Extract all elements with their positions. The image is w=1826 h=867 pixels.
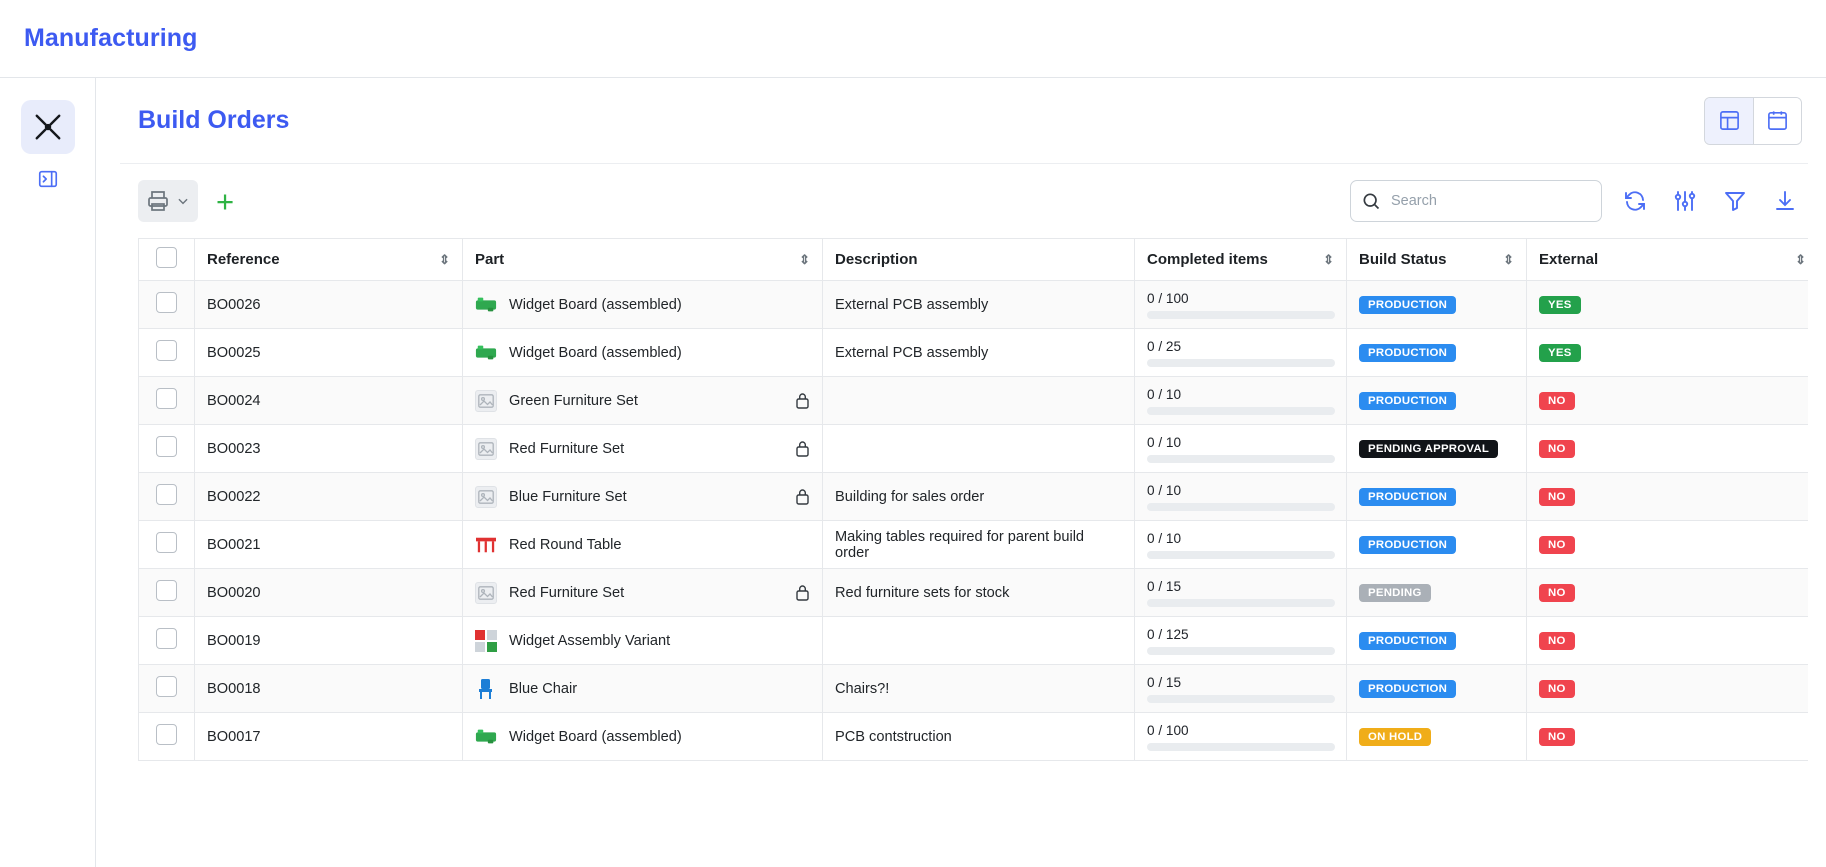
cell-description (823, 377, 1135, 425)
filter-button[interactable] (1718, 184, 1752, 218)
content-panel (96, 78, 1826, 867)
reference-link[interactable]: BO0025 (207, 344, 261, 361)
completed-items-progress (1147, 359, 1335, 367)
completed-items-progress (1147, 455, 1335, 463)
sort-icon[interactable]: ⇕ (1323, 251, 1334, 267)
completed-items-progress (1147, 743, 1335, 751)
table-header-row (139, 239, 1809, 281)
cell-part[interactable] (463, 569, 823, 617)
cell-reference[interactable] (195, 665, 463, 713)
header-external[interactable] (1527, 239, 1809, 281)
body-area (0, 78, 1826, 867)
part-name[interactable]: Red Furniture Set (509, 584, 625, 601)
status-badge: PRODUCTION (1359, 680, 1456, 698)
cell-part[interactable] (463, 665, 823, 713)
cell-description (823, 425, 1135, 473)
description-text: Making tables required for parent build order (835, 528, 1085, 561)
row-select-cell (139, 521, 195, 569)
table-options-button[interactable] (1668, 184, 1702, 218)
cell-build-status (1347, 473, 1527, 521)
cell-external (1527, 713, 1809, 761)
calendar-view-button[interactable] (1753, 98, 1801, 144)
cell-completed-items (1135, 329, 1347, 377)
table-row[interactable] (139, 569, 1809, 617)
row-select-cell (139, 665, 195, 713)
reference-link[interactable]: BO0019 (207, 632, 261, 649)
sort-icon[interactable]: ⇕ (1503, 251, 1514, 267)
part-name[interactable]: Blue Furniture Set (509, 488, 627, 505)
completed-items-progress (1147, 551, 1335, 559)
cell-external (1527, 665, 1809, 713)
status-badge: PRODUCTION (1359, 296, 1456, 314)
status-badge: PRODUCTION (1359, 536, 1456, 554)
table-header (139, 239, 1809, 281)
description-text: Red furniture sets for stock (835, 584, 1010, 601)
cell-completed-items (1135, 425, 1347, 473)
cell-completed-items (1135, 377, 1347, 425)
part-thumbnail-icon (475, 438, 497, 460)
cell-description (823, 569, 1135, 617)
sort-icon[interactable]: ⇕ (1795, 251, 1806, 267)
cell-build-status (1347, 281, 1527, 329)
cell-external (1527, 329, 1809, 377)
table-row[interactable] (139, 329, 1809, 377)
external-badge: NO (1539, 392, 1575, 410)
cell-description (823, 329, 1135, 377)
cell-completed-items (1135, 473, 1347, 521)
table-row[interactable] (139, 713, 1809, 761)
table-row[interactable] (139, 617, 1809, 665)
cell-external (1527, 473, 1809, 521)
header-part-label: Part (475, 251, 505, 268)
cell-reference[interactable] (195, 329, 463, 377)
header-description-label: Description (835, 251, 918, 268)
cell-description (823, 665, 1135, 713)
row-select-cell (139, 425, 195, 473)
build-orders-table (138, 238, 1808, 761)
table-row[interactable] (139, 521, 1809, 569)
cell-description (823, 281, 1135, 329)
header-external-label: External (1539, 251, 1599, 268)
completed-items-progress (1147, 503, 1335, 511)
table-view-button[interactable] (1705, 98, 1753, 144)
completed-items-label: 0 / 10 (1147, 482, 1182, 498)
cell-reference[interactable] (195, 569, 463, 617)
refresh-icon (1623, 189, 1647, 213)
collapse-panel-icon (37, 168, 59, 190)
header-build-status[interactable] (1347, 239, 1527, 281)
row-checkbox[interactable] (156, 436, 177, 457)
completed-items-label: 0 / 100 (1147, 722, 1189, 738)
reference-link[interactable]: BO0024 (207, 392, 261, 409)
completed-items-progress (1147, 311, 1335, 319)
row-checkbox[interactable] (156, 532, 177, 553)
cell-part[interactable] (463, 281, 823, 329)
part-name[interactable]: Widget Board (assembled) (509, 344, 682, 361)
view-toggle-group (1704, 97, 1802, 145)
add-build-order-button[interactable]: + (216, 183, 235, 219)
reference-link[interactable]: BO0023 (207, 440, 261, 457)
part-name[interactable]: Widget Board (assembled) (509, 296, 682, 313)
part-thumbnail-icon (475, 294, 497, 316)
external-badge: NO (1539, 632, 1575, 650)
sidebar (0, 78, 96, 867)
cell-part[interactable] (463, 377, 823, 425)
cell-part[interactable] (463, 425, 823, 473)
manufacturing-icon (33, 112, 63, 142)
cell-build-status (1347, 665, 1527, 713)
part-thumbnail-icon (475, 390, 497, 412)
header-build-status-label: Build Status (1359, 251, 1447, 268)
header-completed-label: Completed items (1147, 251, 1268, 268)
search-box[interactable] (1350, 180, 1602, 222)
part-thumbnail-icon (475, 486, 497, 508)
print-dropdown-button[interactable] (138, 180, 198, 222)
row-select-cell (139, 569, 195, 617)
part-thumbnail-icon (475, 630, 497, 652)
table-row[interactable] (139, 281, 1809, 329)
cell-part[interactable] (463, 713, 823, 761)
cell-part[interactable] (463, 617, 823, 665)
description-text: External PCB assembly (835, 344, 989, 361)
cell-reference[interactable] (195, 425, 463, 473)
search-input[interactable] (1389, 192, 1591, 210)
row-select-cell (139, 377, 195, 425)
refresh-button[interactable] (1618, 184, 1652, 218)
page-title: Build Orders (138, 106, 290, 134)
description-text: PCB contstruction (835, 728, 952, 745)
part-name[interactable]: Widget Assembly Variant (509, 632, 671, 649)
status-badge: PRODUCTION (1359, 632, 1456, 650)
print-icon (146, 189, 170, 213)
header-part[interactable] (463, 239, 823, 281)
external-badge: NO (1539, 584, 1575, 602)
completed-items-label: 0 / 15 (1147, 578, 1182, 594)
completed-items-progress (1147, 695, 1335, 703)
status-badge: PRODUCTION (1359, 392, 1456, 410)
cell-external (1527, 617, 1809, 665)
external-badge: NO (1539, 440, 1575, 458)
search-icon (1361, 191, 1381, 211)
header-completed-items[interactable] (1135, 239, 1347, 281)
table-toolbar (120, 164, 1808, 238)
row-select-cell (139, 473, 195, 521)
table-body (139, 281, 1809, 761)
cell-description (823, 713, 1135, 761)
row-checkbox[interactable] (156, 388, 177, 409)
part-thumbnail-icon (475, 726, 497, 748)
row-select-cell (139, 713, 195, 761)
cell-completed-items (1135, 521, 1347, 569)
cell-part[interactable] (463, 473, 823, 521)
select-all-checkbox[interactable] (156, 247, 177, 268)
completed-items-label: 0 / 100 (1147, 290, 1189, 306)
cell-build-status (1347, 521, 1527, 569)
cell-reference[interactable] (195, 377, 463, 425)
description-text: Building for sales order (835, 488, 985, 505)
cell-build-status (1347, 425, 1527, 473)
row-select-cell (139, 617, 195, 665)
cell-reference[interactable] (195, 617, 463, 665)
completed-items-progress (1147, 407, 1335, 415)
locked-icon (795, 488, 810, 505)
completed-items-label: 0 / 125 (1147, 626, 1189, 642)
build-orders-table-wrapper (120, 238, 1808, 867)
cell-completed-items (1135, 617, 1347, 665)
locked-icon (795, 392, 810, 409)
table-row[interactable] (139, 425, 1809, 473)
part-name[interactable]: Widget Board (assembled) (509, 728, 682, 745)
header-description[interactable] (823, 239, 1135, 281)
row-checkbox[interactable] (156, 724, 177, 745)
description-text: Chairs?! (835, 680, 890, 697)
external-badge: NO (1539, 536, 1575, 554)
cell-reference[interactable] (195, 521, 463, 569)
part-thumbnail-icon (475, 534, 497, 556)
cell-external (1527, 281, 1809, 329)
reference-link[interactable]: BO0022 (207, 488, 261, 505)
download-icon (1773, 189, 1797, 213)
status-badge: PRODUCTION (1359, 344, 1456, 362)
completed-items-label: 0 / 25 (1147, 338, 1182, 354)
completed-items-label: 0 / 10 (1147, 530, 1182, 546)
locked-icon (795, 584, 810, 601)
cell-external (1527, 425, 1809, 473)
sidebar-collapse-button[interactable] (26, 160, 70, 198)
row-checkbox[interactable] (156, 292, 177, 313)
cell-completed-items (1135, 713, 1347, 761)
row-checkbox[interactable] (156, 628, 177, 649)
locked-icon (795, 440, 810, 457)
cell-part[interactable] (463, 329, 823, 377)
reference-link[interactable]: BO0018 (207, 680, 261, 697)
cell-external (1527, 521, 1809, 569)
table-row[interactable] (139, 665, 1809, 713)
sidebar-item-manufacturing[interactable] (21, 100, 75, 154)
cell-description (823, 617, 1135, 665)
part-name[interactable]: Blue Chair (509, 680, 578, 697)
table-view-icon (1718, 109, 1741, 132)
row-checkbox[interactable] (156, 484, 177, 505)
cell-completed-items (1135, 665, 1347, 713)
cell-description (823, 521, 1135, 569)
completed-items-progress (1147, 599, 1335, 607)
status-badge: PENDING APPROVAL (1359, 440, 1498, 458)
sort-icon[interactable]: ⇕ (799, 251, 810, 267)
completed-items-progress (1147, 647, 1335, 655)
description-text: External PCB assembly (835, 296, 989, 313)
settings-sliders-icon (1673, 189, 1697, 213)
download-button[interactable] (1768, 184, 1802, 218)
cell-reference[interactable] (195, 281, 463, 329)
cell-build-status (1347, 617, 1527, 665)
cell-part[interactable] (463, 521, 823, 569)
part-name[interactable]: Green Furniture Set (509, 392, 638, 409)
cell-external (1527, 569, 1809, 617)
page-breadcrumb-title: Manufacturing (24, 24, 198, 52)
status-badge: PRODUCTION (1359, 488, 1456, 506)
row-checkbox[interactable] (156, 580, 177, 601)
reference-link[interactable]: BO0026 (207, 296, 261, 313)
external-badge: YES (1539, 296, 1581, 314)
cell-external (1527, 377, 1809, 425)
filter-icon (1723, 189, 1747, 213)
header-reference-label: Reference (207, 251, 280, 268)
status-badge: PENDING (1359, 584, 1431, 602)
cell-build-status (1347, 329, 1527, 377)
calendar-icon (1766, 109, 1789, 132)
row-select-cell (139, 281, 195, 329)
part-thumbnail-icon (475, 678, 497, 700)
header-reference[interactable] (195, 239, 463, 281)
completed-items-label: 0 / 15 (1147, 674, 1182, 690)
completed-items-label: 0 / 10 (1147, 434, 1182, 450)
part-name[interactable]: Red Round Table (509, 536, 622, 553)
part-thumbnail-icon (475, 342, 497, 364)
row-checkbox[interactable] (156, 340, 177, 361)
part-thumbnail-icon (475, 582, 497, 604)
page-header (120, 78, 1808, 164)
reference-link[interactable]: BO0020 (207, 584, 261, 601)
status-badge: ON HOLD (1359, 728, 1431, 746)
external-badge: NO (1539, 680, 1575, 698)
header-select-all (139, 239, 195, 281)
completed-items-label: 0 / 10 (1147, 386, 1182, 402)
cell-reference[interactable] (195, 713, 463, 761)
row-select-cell (139, 329, 195, 377)
external-badge: NO (1539, 488, 1575, 506)
sort-icon[interactable]: ⇕ (439, 251, 450, 267)
row-checkbox[interactable] (156, 676, 177, 697)
reference-link[interactable]: BO0021 (207, 536, 261, 553)
top-bar (0, 0, 1826, 78)
cell-build-status (1347, 569, 1527, 617)
chevron-down-icon (176, 194, 190, 208)
cell-reference[interactable] (195, 473, 463, 521)
cell-build-status (1347, 377, 1527, 425)
reference-link[interactable]: BO0017 (207, 728, 261, 745)
external-badge: NO (1539, 728, 1575, 746)
table-row[interactable] (139, 377, 1809, 425)
cell-completed-items (1135, 281, 1347, 329)
cell-build-status (1347, 713, 1527, 761)
part-name[interactable]: Red Furniture Set (509, 440, 625, 457)
cell-description (823, 473, 1135, 521)
external-badge: YES (1539, 344, 1581, 362)
cell-completed-items (1135, 569, 1347, 617)
table-row[interactable] (139, 473, 1809, 521)
